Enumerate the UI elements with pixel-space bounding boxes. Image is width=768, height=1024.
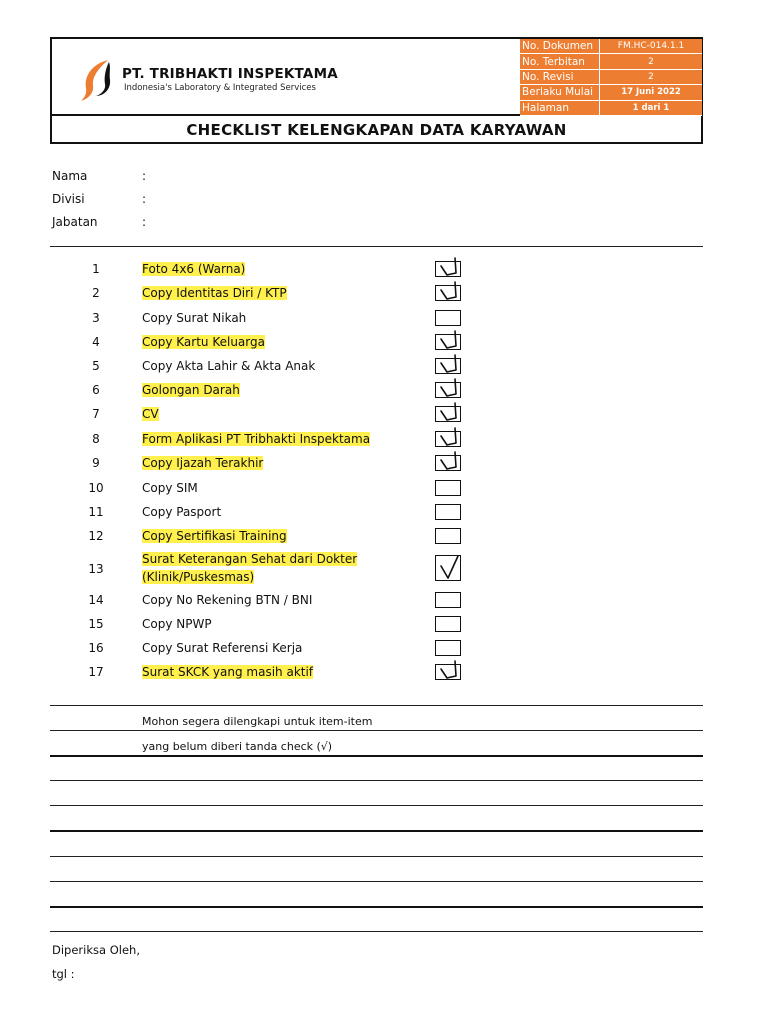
checkmark-icon <box>436 659 466 683</box>
item-number: 7 <box>92 407 100 421</box>
item-checkbox[interactable] <box>435 334 461 350</box>
item-checkbox[interactable] <box>435 358 461 374</box>
item-label <box>142 550 357 586</box>
item-label <box>142 617 212 632</box>
info-colon: : <box>142 192 147 206</box>
item-text: Copy Akta Lahir & Akta Anak <box>142 359 316 373</box>
notes-text-line-1: Mohon segera dilengkapi untuk item-item <box>142 715 373 728</box>
notes-line <box>50 830 703 832</box>
item-label <box>142 311 246 326</box>
item-checkbox[interactable] <box>435 455 461 471</box>
item-text: Copy Surat Nikah <box>142 311 247 325</box>
item-checkbox[interactable] <box>435 285 461 301</box>
item-label <box>142 593 312 608</box>
document-meta-table <box>520 39 702 116</box>
item-number: 13 <box>88 562 104 576</box>
document-title: CHECKLIST KELENGKAPAN DATA KARYAWAN <box>186 121 567 139</box>
item-text: Foto 4x6 (Warna) <box>142 262 246 276</box>
item-text: Copy Sertifikasi Training <box>142 529 287 543</box>
item-number: 17 <box>88 665 104 679</box>
info-colon: : <box>142 169 147 183</box>
notes-line <box>50 730 703 731</box>
checkmark-icon <box>436 554 466 584</box>
notes-line <box>50 856 703 857</box>
item-checkbox[interactable] <box>435 406 461 422</box>
item-number: 4 <box>92 335 100 349</box>
notes-text-line-2: yang belum diberi tanda check (√) <box>142 740 333 753</box>
item-text: Copy No Rekening BTN / BNI <box>142 593 313 607</box>
item-checkbox[interactable] <box>435 640 461 656</box>
meta-value: 2 <box>600 69 703 84</box>
item-checkbox[interactable] <box>435 310 461 326</box>
item-checkbox[interactable] <box>435 592 461 608</box>
checkmark-icon <box>436 329 466 353</box>
item-text: Copy Pasport <box>142 505 222 519</box>
item-label <box>142 383 240 398</box>
item-checkbox[interactable] <box>435 504 461 520</box>
meta-row <box>520 54 702 69</box>
item-number: 10 <box>88 481 104 495</box>
item-label <box>142 641 302 656</box>
checkmark-icon <box>436 256 466 280</box>
item-label <box>142 529 287 544</box>
meta-row <box>520 85 702 100</box>
item-checkbox[interactable] <box>435 480 461 496</box>
notes-line <box>50 780 703 781</box>
item-number: 11 <box>88 505 104 519</box>
item-number: 16 <box>88 641 104 655</box>
item-checkbox[interactable] <box>435 261 461 277</box>
notes-line <box>50 881 703 882</box>
meta-row <box>520 39 702 54</box>
meta-label: No. Revisi <box>520 69 600 84</box>
item-label <box>142 481 198 496</box>
meta-row <box>520 69 702 84</box>
item-label <box>142 665 313 680</box>
meta-label: Halaman <box>520 100 600 115</box>
item-number: 8 <box>92 432 100 446</box>
info-label-divisi: Divisi <box>52 192 85 206</box>
notes-line <box>50 805 703 806</box>
notes-line <box>50 906 703 908</box>
item-label <box>142 335 265 350</box>
item-label <box>142 432 370 447</box>
item-text: Copy Kartu Keluarga <box>142 335 265 349</box>
checked-by-label: Diperiksa Oleh, <box>52 943 140 957</box>
checkmark-icon <box>436 426 466 450</box>
item-text: Copy Surat Referensi Kerja <box>142 641 303 655</box>
item-text: Copy SIM <box>142 481 198 495</box>
item-number: 9 <box>92 456 100 470</box>
item-checkbox[interactable] <box>435 382 461 398</box>
meta-label: Berlaku Mulai <box>520 85 600 100</box>
checkmark-icon <box>436 353 466 377</box>
info-colon: : <box>142 215 147 229</box>
item-checkbox[interactable] <box>435 555 461 581</box>
item-text: Surat Keterangan Sehat dari Dokter <box>142 552 358 566</box>
meta-label: No. Terbitan <box>520 54 600 69</box>
item-checkbox[interactable] <box>435 528 461 544</box>
notes-line <box>50 931 703 932</box>
item-label <box>142 359 315 374</box>
meta-value: FM.HC-014.1.1 <box>600 39 703 54</box>
item-number: 6 <box>92 383 100 397</box>
company-name: PT. TRIBHAKTI INSPEKTAMA <box>122 66 338 82</box>
item-label <box>142 262 245 277</box>
item-number: 5 <box>92 359 100 373</box>
item-text: Form Aplikasi PT Tribhakti Inspektama <box>142 432 371 446</box>
item-text: Golongan Darah <box>142 383 240 397</box>
item-checkbox[interactable] <box>435 616 461 632</box>
item-label <box>142 286 287 301</box>
notes-line <box>50 755 703 757</box>
date-label: tgl : <box>52 967 75 981</box>
item-number: 2 <box>92 286 100 300</box>
item-checkbox[interactable] <box>435 664 461 680</box>
meta-row <box>520 100 702 115</box>
item-text-continued: (Klinik/Puskesmas) <box>142 570 255 584</box>
checkmark-icon <box>436 450 466 474</box>
info-label-nama: Nama <box>52 169 88 183</box>
info-label-jabatan: Jabatan <box>52 215 98 229</box>
section-divider <box>50 246 703 247</box>
item-label <box>142 505 221 520</box>
checkmark-icon <box>436 377 466 401</box>
item-label <box>142 407 159 422</box>
company-tagline: Indonesia's Laboratory & Integrated Services <box>124 83 316 93</box>
item-text: Copy NPWP <box>142 617 212 631</box>
checkmark-icon <box>436 280 466 304</box>
notes-line <box>50 705 703 706</box>
meta-label: No. Dokumen <box>520 39 600 54</box>
checkmark-icon <box>436 401 466 425</box>
item-number: 3 <box>92 311 100 325</box>
meta-value: 1 dari 1 <box>600 100 703 115</box>
item-text: Copy Identitas Diri / KTP <box>142 286 287 300</box>
item-number: 15 <box>88 617 104 631</box>
meta-value: 17 Juni 2022 <box>600 85 703 100</box>
item-text: Copy Ijazah Terakhir <box>142 456 264 470</box>
item-label <box>142 456 263 471</box>
orange-leaf-logo-icon <box>78 58 116 102</box>
item-text: Surat SKCK yang masih aktif <box>142 665 314 679</box>
meta-value: 2 <box>600 54 703 69</box>
item-number: 12 <box>88 529 104 543</box>
item-checkbox[interactable] <box>435 431 461 447</box>
item-text: CV <box>142 407 159 421</box>
item-number: 14 <box>88 593 104 607</box>
item-number: 1 <box>92 262 100 276</box>
